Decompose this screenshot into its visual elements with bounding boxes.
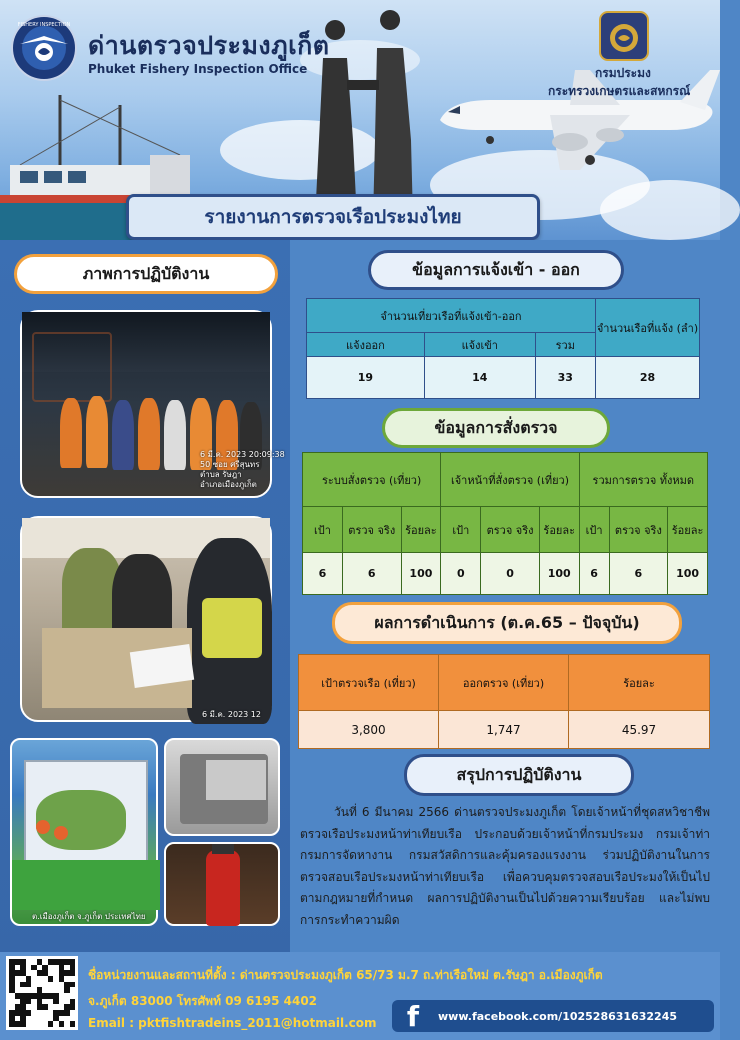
result-header-target: เป้าตรวจเรือ (เที่ยว) xyxy=(299,655,439,711)
photo-fire-extinguisher xyxy=(164,842,280,926)
facebook-url[interactable]: www.facebook.com/102528631632245 xyxy=(438,1009,677,1023)
result-value-actual: 1,747 xyxy=(439,711,569,749)
order-value: 100 xyxy=(401,553,441,595)
office-name-english: Phuket Fishery Inspection Office xyxy=(88,62,308,76)
airplane-image xyxy=(420,60,720,180)
photo1-timestamp: 6 มี.ค. 2023 20:09:38 50 ซอย ศรีสุนทร ตำบล รัษฎา อำเภอเมืองภูเก็ต xyxy=(200,450,285,489)
notify-value-out: 19 xyxy=(307,357,425,399)
order-value: 6 xyxy=(609,553,668,595)
department-name: กรมประมง xyxy=(595,66,651,80)
photo3-caption: ต.เมืองภูเก็ต จ.ภูเก็ต ประเทศไทย xyxy=(32,912,146,921)
result-header-percent: ร้อยละ xyxy=(569,655,710,711)
photo-document-check xyxy=(20,516,272,722)
notify-col-in: แจ้งเข้า xyxy=(424,333,535,357)
operations-heading: ภาพการปฏิบัติงาน xyxy=(14,254,278,294)
office-name-thai: ด่านตรวจประมงภูเก็ต xyxy=(88,31,330,60)
department-of-fisheries-logo-icon xyxy=(598,10,650,62)
summary-heading: สรุปการปฏิบัติงาน xyxy=(404,754,634,796)
order-sub-target: เป้า xyxy=(579,507,609,553)
logo-left-text: FISHERY INSPECTION xyxy=(17,22,71,28)
summary-text: วันที่ 6 มีนาคม 2566 ด่านตรวจประมงภูเก็ต โดยเจ้าหน้าที่ชุดสหวิชาชีพตรวจเรือประมงหน้าท่าเทียบเรือ ประกอบด้วยเจ้าหน้าที่กรมประมง กรมเจ้าท่า กรมการจัดหางาน กรมสวัสดิการและคุ้มครองแรงงาน ร่วมปฏิบัติงานในการตรวจสอบเรือประมงหน้าท่าเทียบเรือ เพื่อควบคุมตรวจสอบเรือประมงให้เป็นไปตามกฎหมายที่กำหนด ผลการปฏิบัติงานเป็นไปด้วยความเรียบร้อย และไม่พบการกระทำความผิด xyxy=(300,805,710,927)
order-group-officer: เจ้าหน้าที่สั่งตรวจ (เที่ยว) xyxy=(441,453,579,507)
photo2-timestamp: 6 มี.ค. 2023 12 xyxy=(202,710,261,719)
notify-value-boats: 28 xyxy=(596,357,700,399)
notify-group-header: จำนวนเที่ยวเรือที่แจ้งเข้า-ออก xyxy=(307,299,596,333)
notify-heading: ข้อมูลการแจ้งเข้า - ออก xyxy=(368,250,624,290)
result-heading: ผลการดำเนินการ (ต.ค.65 – ปัจจุบัน) xyxy=(332,602,682,644)
order-value: 100 xyxy=(539,553,579,595)
order-value: 6 xyxy=(343,553,402,595)
order-value: 0 xyxy=(481,553,540,595)
order-table xyxy=(302,452,708,595)
order-sub-percent: ร้อยละ xyxy=(401,507,441,553)
result-table xyxy=(298,654,710,749)
photo-night-inspection xyxy=(20,310,285,498)
result-header-actual: ออกตรวจ (เที่ยว) xyxy=(439,655,569,711)
fishery-inspection-logo-icon xyxy=(10,14,78,82)
footer-address-line2: จ.ภูเก็ต 83000 โทรศัพท์ 09 6195 4402 xyxy=(88,994,318,1008)
order-sub-target: เป้า xyxy=(303,507,343,553)
result-value-target: 3,800 xyxy=(299,711,439,749)
footer-email[interactable]: Email : pktfishtradeins_2011@hotmail.com xyxy=(88,1016,377,1030)
footer-address-line1: ชื่อหน่วยงานและสถานที่ตั้ง : ด่านตรวจประมงภูเก็ต 65/73 ม.7 ถ.ท่าเรือใหม่ ต.รัษฎา อ.เมืองภูเก็ต xyxy=(88,968,603,982)
facebook-link[interactable] xyxy=(392,1000,714,1032)
notify-table xyxy=(306,298,700,399)
order-sub-target: เป้า xyxy=(441,507,481,553)
facebook-icon: f xyxy=(398,1001,428,1031)
order-value: 100 xyxy=(668,553,708,595)
order-heading: ข้อมูลการสั่งตรวจ xyxy=(382,408,610,448)
order-sub-percent: ร้อยละ xyxy=(539,507,579,553)
order-sub-actual: ตรวจ จริง xyxy=(609,507,668,553)
ministry-name: กระทรวงเกษตรและสหกรณ์ xyxy=(548,84,691,98)
notify-col-out: แจ้งออก xyxy=(307,333,425,357)
notify-col-total: รวม xyxy=(535,333,595,357)
order-sub-actual: ตรวจ จริง xyxy=(343,507,402,553)
order-group-system: ระบบสั่งตรวจ (เที่ยว) xyxy=(303,453,441,507)
order-value: 6 xyxy=(303,553,343,595)
qr-code-icon[interactable] xyxy=(6,956,78,1030)
notify-boats-header: จำนวนเรือที่แจ้ง (ลำ) xyxy=(596,299,700,357)
photo-vessel-cargo xyxy=(10,738,158,926)
result-value-percent: 45.97 xyxy=(569,711,710,749)
order-sub-actual: ตรวจ จริง xyxy=(481,507,540,553)
order-value: 6 xyxy=(579,553,609,595)
notify-value-total: 33 xyxy=(535,357,595,399)
report-title: รายงานการตรวจเรือประมงไทย xyxy=(126,194,540,240)
photo-equipment xyxy=(164,738,280,836)
notify-value-in: 14 xyxy=(424,357,535,399)
order-value: 0 xyxy=(441,553,481,595)
order-sub-percent: ร้อยละ xyxy=(668,507,708,553)
order-group-total: รวมการตรวจ ทั้งหมด xyxy=(579,453,707,507)
